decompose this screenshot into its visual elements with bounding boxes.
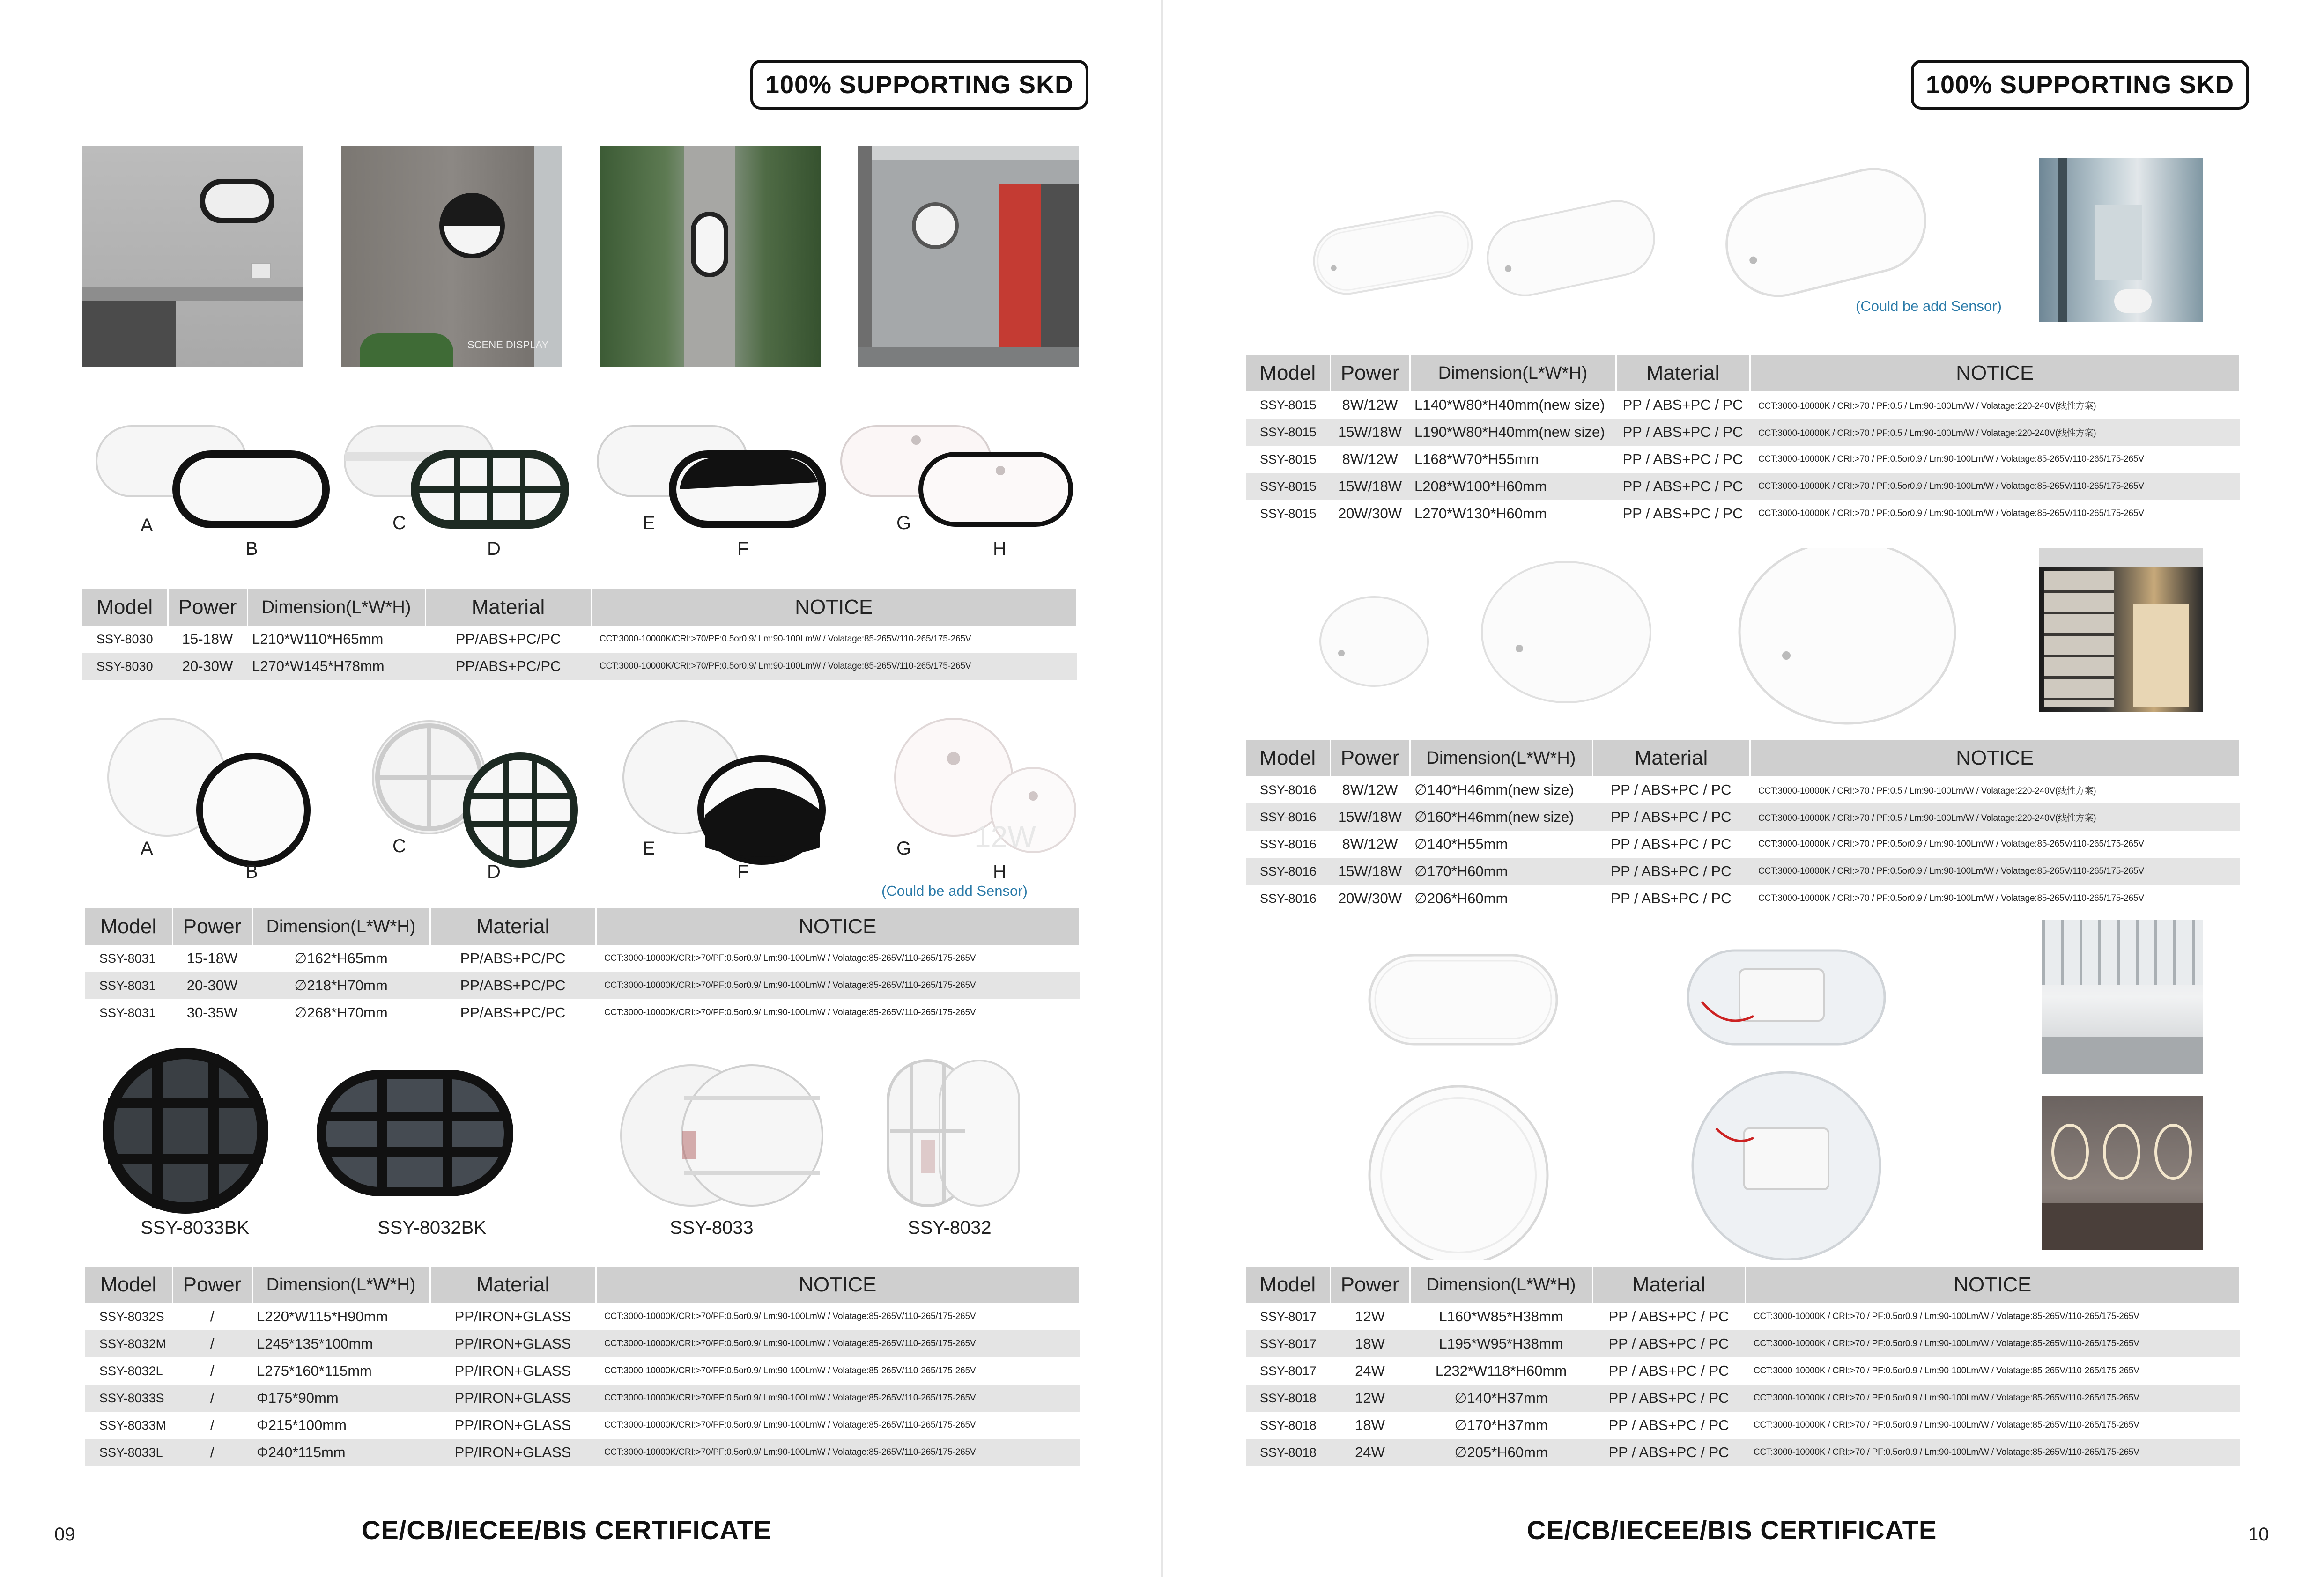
header-notice: NOTICE	[591, 589, 1077, 626]
table-row	[1246, 1385, 2240, 1412]
cell-model: SSY-8016	[1246, 858, 1330, 885]
scene-photo-bathroom	[2042, 1096, 2203, 1250]
header-material: Material	[1616, 355, 1750, 391]
cell-model: SSY-8030	[82, 653, 168, 680]
cell-notice: CCT:3000-10000K/CRI:>70/PF:0.5or0.9/ Lm:90-100LmW / Volatage:85-265V/110-265/175-265V	[591, 653, 1077, 680]
cell-model: SSY-8032S	[99, 1309, 164, 1324]
header-notice: NOTICE	[1745, 1267, 2240, 1303]
cell-material: PP/IRON+GLASS	[454, 1363, 571, 1379]
cell-model: SSY-8018	[1246, 1385, 1330, 1412]
round-letter-h: H	[993, 862, 1007, 882]
header-power: Power	[1330, 740, 1410, 776]
cell-power: 12W	[1355, 1308, 1385, 1325]
cell-notice: CCT:3000-10000K / CRI:>70 / PF:0.5or0.9 / Lm:90-100Lm/W / Volatage:85-265V/110-265/175-265V	[1750, 858, 2240, 885]
cell-material: PP/IRON+GLASS	[430, 1385, 596, 1412]
cell-power: 20W/30W	[1338, 505, 1402, 522]
scene-photo-bamboo	[600, 146, 821, 367]
cell-dimension: L168*W70*H55mm	[1414, 451, 1539, 467]
cell-power: 20W/30W	[1338, 890, 1402, 906]
cell-notice: CCT:3000-10000K/CRI:>70/PF:0.5or0.9/ Lm:90-100LmW / Volatage:85-265V/110-265/175-265V	[604, 1312, 976, 1321]
cell-notice: CCT:3000-10000K/CRI:>70/PF:0.5or0.9/ Lm:90-100LmW / Volatage:85-265V/110-265/175-265V	[604, 1366, 976, 1376]
cell-material: PP/ABS+PC/PC	[430, 972, 596, 999]
cell-material: PP / ABS+PC / PC	[1592, 803, 1750, 831]
cell-notice: CCT:3000-10000K / CRI:>70 / PF:0.5or0.9 / Lm:90-100Lm/W / Volatage:85-265V/110-265/175-265V	[1758, 839, 2144, 849]
oval-letter-c: C	[392, 513, 406, 533]
table-row	[82, 626, 1077, 653]
cell-power: /	[172, 1439, 252, 1466]
cell-material: PP/ABS+PC/PC	[460, 1004, 566, 1021]
cell-model: SSY-8015	[1260, 452, 1317, 466]
cell-power: /	[210, 1308, 215, 1325]
table-header	[1246, 355, 2240, 391]
table-row	[85, 1385, 1080, 1412]
oval-letter-f: F	[737, 538, 749, 559]
round-letter-e: E	[643, 838, 655, 859]
cell-material: PP/ABS+PC/PC	[425, 653, 591, 680]
spec-table-8016	[1246, 740, 2241, 912]
table-row	[1246, 1439, 2240, 1466]
cell-dimension: ∅218*H70mm	[252, 972, 430, 999]
cell-notice: CCT:3000-10000K / CRI:>70 / PF:0.5or0.9 / Lm:90-100Lm/W / Volatage:85-265V/110-265/175-265V	[1745, 1439, 2240, 1466]
product-name-ssy-8033bk: SSY-8033BK	[141, 1217, 250, 1238]
round-letter-a: A	[141, 838, 153, 859]
product-name-ssy-8033: SSY-8033	[670, 1217, 754, 1238]
cell-model: SSY-8030	[96, 632, 153, 646]
table-row	[1246, 776, 2240, 803]
cell-material: PP / ABS+PC / PC	[1608, 1363, 1729, 1379]
cell-model: SSY-8031	[85, 972, 172, 999]
header-material: Material	[430, 908, 596, 945]
cell-material: PP / ABS+PC / PC	[1622, 451, 1743, 467]
cell-notice: CCT:3000-10000K / CRI:>70 / PF:0.5or0.9 / Lm:90-100Lm/W / Volatage:85-265V/110-265/175-265V	[1758, 508, 2144, 518]
table-row	[1246, 885, 2240, 912]
cell-dimension: L208*W100*H60mm	[1410, 473, 1616, 500]
scene-display-label: SCENE DISPLAY	[467, 339, 549, 351]
cell-notice: CCT:3000-10000K/CRI:>70/PF:0.5or0.9/ Lm:90-100LmW / Volatage:85-265V/110-265/175-265V	[604, 1420, 976, 1430]
cell-notice: CCT:3000-10000K/CRI:>70/PF:0.5or0.9/ Lm:90-100LmW / Volatage:85-265V/110-265/175-265V	[600, 634, 971, 644]
cell-material: PP / ABS+PC / PC	[1592, 1330, 1745, 1357]
scene-photo-doorway	[858, 146, 1079, 367]
cell-model: SSY-8016	[1260, 782, 1317, 797]
cell-dimension: ∅140*H55mm	[1414, 836, 1508, 852]
oval-letter-d: D	[487, 538, 501, 559]
scene-photo-balcony	[2039, 158, 2203, 322]
cell-notice: CCT:3000-10000K / CRI:>70 / PF:0.5or0.9 / Lm:90-100Lm/W / Volatage:85-265V/110-265/175-265V	[1758, 454, 2144, 464]
cell-dimension: L220*W115*H90mm	[257, 1308, 388, 1325]
cell-notice: CCT:3000-10000K/CRI:>70/PF:0.5or0.9/ Lm:90-100LmW / Volatage:85-265V/110-265/175-265V	[596, 1330, 1080, 1357]
cell-power: 20-30W	[168, 653, 247, 680]
cell-model: SSY-8032M	[85, 1330, 172, 1357]
skd-badge: 100% SUPPORTING SKD	[750, 60, 1088, 110]
product-name-ssy-8032: SSY-8032	[908, 1217, 992, 1238]
cell-material: PP / ABS+PC / PC	[1611, 781, 1732, 798]
cell-power: 15W/18W	[1330, 473, 1410, 500]
cell-notice: CCT:3000-10000K/CRI:>70/PF:0.5or0.9/ Lm:90-100LmW / Volatage:85-265V/110-265/175-265V	[604, 953, 976, 963]
cell-power: 18W	[1330, 1330, 1410, 1357]
cell-power: /	[172, 1330, 252, 1357]
oval-letter-e: E	[643, 513, 655, 533]
table-row	[1246, 803, 2240, 831]
cell-notice: CCT:3000-10000K / CRI:>70 / PF:0.5or0.9 / Lm:90-100Lm/W / Volatage:85-265V/110-265/175-265V	[1758, 893, 2144, 903]
cell-power: 24W	[1330, 1439, 1410, 1466]
header-notice: NOTICE	[1750, 740, 2240, 776]
cell-material: PP / ABS+PC / PC	[1616, 473, 1750, 500]
spec-table-8015	[1246, 355, 2241, 527]
table-row	[1246, 391, 2240, 419]
cell-material: PP / ABS+PC / PC	[1608, 1308, 1729, 1325]
table-row	[85, 1357, 1080, 1385]
header-model: Model	[85, 908, 172, 945]
scene-photo-warehouse	[2042, 920, 2203, 1074]
cell-dimension: L275*160*115mm	[257, 1363, 372, 1379]
cell-model: SSY-8018	[1246, 1439, 1330, 1466]
cell-notice: CCT:3000-10000K / CRI:>70 / PF:0.5or0.9 / Lm:90-100Lm/W / Volatage:85-265V/110-265/175-265V	[1754, 1366, 2139, 1376]
cell-dimension: L210*W110*H65mm	[252, 631, 384, 647]
table-header	[1246, 740, 2240, 776]
table-header	[1246, 1267, 2240, 1303]
header-power: Power	[1330, 355, 1410, 391]
cell-dimension: Φ215*100mm	[257, 1417, 347, 1433]
cell-model: SSY-8015	[1260, 398, 1317, 412]
cell-dimension: L232*W118*H60mm	[1435, 1363, 1567, 1379]
cell-power: 8W/12W	[1342, 836, 1398, 852]
cell-material: PP / ABS+PC / PC	[1622, 505, 1743, 522]
cell-dimension: L140*W80*H40mm(new size)	[1414, 397, 1605, 413]
cell-power: 12W	[1330, 1385, 1410, 1412]
header-notice: NOTICE	[596, 908, 1080, 945]
table-row	[1246, 473, 2240, 500]
header-material: Material	[1592, 740, 1750, 776]
cell-notice: CCT:3000-10000K / CRI:>70 / PF:0.5 / Lm:90-100Lm/W / Volatage:220-240V(线性方案)	[1758, 401, 2096, 411]
oval-letter-h: H	[993, 538, 1007, 559]
cell-model: SSY-8017	[1260, 1309, 1317, 1324]
table-row	[85, 972, 1080, 999]
cell-power: 15W/18W	[1330, 803, 1410, 831]
table-header	[85, 1267, 1080, 1303]
spec-table-8017-8018	[1246, 1267, 2241, 1466]
table-row	[1246, 500, 2240, 527]
cell-notice: CCT:3000-10000K / CRI:>70 / PF:0.5 / Lm:90-100Lm/W / Volatage:220-240V(线性方案)	[1758, 786, 2096, 796]
header-model: Model	[82, 589, 168, 626]
cell-dimension: L195*W95*H38mm	[1410, 1330, 1592, 1357]
table-row	[85, 1330, 1080, 1357]
left-page	[0, 0, 1161, 1577]
cell-notice: CCT:3000-10000K/CRI:>70/PF:0.5or0.9/ Lm:90-100LmW / Volatage:85-265V/110-265/175-265V	[596, 972, 1080, 999]
header-dimension: Dimension(L*W*H)	[252, 1267, 430, 1303]
table-row	[1246, 1303, 2240, 1330]
cell-material: PP / ABS+PC / PC	[1608, 1417, 1729, 1433]
header-notice: NOTICE	[1750, 355, 2240, 391]
cell-material: PP/IRON+GLASS	[430, 1330, 596, 1357]
skd-badge: 100% SUPPORTING SKD	[1911, 60, 2249, 110]
table-row	[1246, 831, 2240, 858]
cell-material: PP / ABS+PC / PC	[1592, 1385, 1745, 1412]
cell-model: SSY-8018	[1260, 1418, 1317, 1432]
spec-table-8030	[82, 589, 1077, 680]
cell-model: SSY-8016	[1246, 803, 1330, 831]
round-lamps-illustration	[82, 707, 1089, 880]
cell-dimension: ∅268*H70mm	[294, 1004, 388, 1021]
cell-dimension: ∅206*H60mm	[1414, 890, 1508, 906]
header-model: Model	[1246, 355, 1330, 391]
spec-table-8032-8033	[85, 1267, 1080, 1466]
cell-dimension: L160*W85*H38mm	[1439, 1308, 1563, 1325]
cell-dimension: ∅205*H60mm	[1410, 1439, 1592, 1466]
table-row	[85, 1439, 1080, 1466]
table-row	[85, 999, 1080, 1026]
table-header	[85, 908, 1080, 945]
cell-notice: CCT:3000-10000K / CRI:>70 / PF:0.5 / Lm:90-100Lm/W / Volatage:220-240V(线性方案)	[1750, 419, 2240, 446]
table-row	[1246, 1330, 2240, 1357]
cell-dimension: Φ240*115mm	[252, 1439, 430, 1466]
scene-photo-shopfront	[2039, 548, 2203, 712]
header-dimension: Dimension(L*W*H)	[252, 908, 430, 945]
cell-notice: CCT:3000-10000K / CRI:>70 / PF:0.5 / Lm:90-100Lm/W / Volatage:220-240V(线性方案)	[1750, 803, 2240, 831]
header-power: Power	[172, 1267, 252, 1303]
cell-model: SSY-8033M	[99, 1418, 167, 1432]
cell-material: PP/IRON+GLASS	[454, 1417, 571, 1433]
cell-power: /	[210, 1363, 215, 1379]
cell-power: 15-18W	[182, 631, 233, 647]
certificate-footer-left: CE/CB/IECEE/BIS CERTIFICATE	[362, 1515, 772, 1545]
cell-dimension: ∅160*H46mm(new size)	[1410, 803, 1592, 831]
cell-model: SSY-8031	[99, 951, 156, 965]
header-dimension: Dimension(L*W*H)	[1410, 355, 1616, 391]
cell-dimension: L270*W145*H78mm	[247, 653, 425, 680]
cell-power: 15W/18W	[1330, 858, 1410, 885]
cell-material: PP / ABS+PC / PC	[1592, 1439, 1745, 1466]
cell-dimension: ∅140*H46mm(new size)	[1414, 781, 1574, 798]
cell-dimension: L245*135*100mm	[252, 1330, 430, 1357]
table-header	[82, 589, 1077, 626]
oval-lamps-illustration	[82, 412, 1089, 562]
oval-letter-a: A	[141, 515, 153, 536]
header-material: Material	[430, 1267, 596, 1303]
cell-model: SSY-8016	[1260, 837, 1317, 851]
product-name-ssy-8032bk: SSY-8032BK	[377, 1217, 487, 1238]
cell-dimension: ∅140*H37mm	[1410, 1385, 1592, 1412]
cell-notice: CCT:3000-10000K/CRI:>70/PF:0.5or0.9/ Lm:90-100LmW / Volatage:85-265V/110-265/175-265V	[596, 1439, 1080, 1466]
cell-notice: CCT:3000-10000K / CRI:>70 / PF:0.5or0.9 / Lm:90-100Lm/W / Volatage:85-265V/110-265/175-265V	[1745, 1330, 2240, 1357]
header-material: Material	[425, 589, 591, 626]
table-row	[85, 1412, 1080, 1439]
table-row	[1246, 1357, 2240, 1385]
cell-model: SSY-8031	[99, 1005, 156, 1020]
table-row	[1246, 446, 2240, 473]
table-row	[1246, 858, 2240, 885]
header-power: Power	[1330, 1267, 1410, 1303]
cell-dimension: ∅170*H37mm	[1454, 1417, 1548, 1433]
table-row	[82, 653, 1077, 680]
cell-power: /	[172, 1385, 252, 1412]
cell-notice: CCT:3000-10000K / CRI:>70 / PF:0.5or0.9 / Lm:90-100Lm/W / Volatage:85-265V/110-265/175-265V	[1754, 1312, 2139, 1321]
cell-model: SSY-8015	[1246, 473, 1330, 500]
round-letter-g: G	[896, 838, 911, 859]
cell-notice: CCT:3000-10000K / CRI:>70 / PF:0.5or0.9 / Lm:90-100Lm/W / Volatage:85-265V/110-265/175-265V	[1745, 1385, 2240, 1412]
cell-power: 15-18W	[186, 950, 238, 966]
page-number-left: 09	[54, 1524, 75, 1545]
cell-material: PP / ABS+PC / PC	[1611, 836, 1732, 852]
cell-power: /	[210, 1417, 215, 1433]
round-letter-c: C	[392, 836, 406, 856]
oval-letter-b: B	[245, 538, 258, 559]
cell-dimension: L270*W130*H60mm	[1414, 505, 1547, 522]
cell-material: PP / ABS+PC / PC	[1611, 890, 1732, 906]
cell-dimension: ∅170*H60mm	[1410, 858, 1592, 885]
spec-table-8031	[85, 908, 1080, 1026]
cell-material: PP/ABS+PC/PC	[455, 631, 561, 647]
cell-power: 18W	[1355, 1417, 1385, 1433]
cell-power: 8W/12W	[1342, 781, 1398, 798]
cell-notice: CCT:3000-10000K/CRI:>70/PF:0.5or0.9/ Lm:90-100LmW / Volatage:85-265V/110-265/175-265V	[596, 1385, 1080, 1412]
sensor-note-8015: (Could be add Sensor)	[1856, 298, 2002, 314]
cell-model: SSY-8033L	[85, 1439, 172, 1466]
sensor-note: (Could be add Sensor)	[881, 883, 1028, 899]
header-material: Material	[1592, 1267, 1745, 1303]
header-dimension: Dimension(L*W*H)	[247, 589, 425, 626]
cell-power: 24W	[1355, 1363, 1385, 1379]
cell-power: 8W/12W	[1342, 397, 1398, 413]
header-dimension: Dimension(L*W*H)	[1410, 1267, 1592, 1303]
cell-model: SSY-8033S	[85, 1385, 172, 1412]
cell-dimension: L190*W80*H40mm(new size)	[1410, 419, 1616, 446]
right-page	[1163, 0, 2324, 1577]
table-row	[85, 945, 1080, 972]
watermark-12w: 12W	[974, 820, 1036, 854]
table-row	[1246, 1412, 2240, 1439]
cell-material: PP / ABS+PC / PC	[1622, 397, 1743, 413]
header-model: Model	[1246, 1267, 1330, 1303]
certificate-footer-right: CE/CB/IECEE/BIS CERTIFICATE	[1527, 1515, 1937, 1545]
cell-notice: CCT:3000-10000K/CRI:>70/PF:0.5or0.9/ Lm:90-100LmW / Volatage:85-265V/110-265/175-265V	[604, 1008, 976, 1017]
header-model: Model	[85, 1267, 172, 1303]
header-model: Model	[1246, 740, 1330, 776]
header-notice: NOTICE	[596, 1267, 1080, 1303]
round-letter-b: B	[245, 862, 258, 882]
header-power: Power	[172, 908, 252, 945]
bulkhead-lamps-illustration	[82, 1037, 1089, 1215]
header-power: Power	[168, 589, 247, 626]
cell-model: SSY-8017	[1260, 1363, 1317, 1378]
header-dimension: Dimension(L*W*H)	[1410, 740, 1592, 776]
cell-model: SSY-8032L	[99, 1363, 163, 1378]
round-letter-d: D	[487, 862, 501, 882]
cell-power: 8W/12W	[1342, 451, 1398, 467]
cell-power: 30-35W	[186, 1004, 238, 1021]
cell-notice: CCT:3000-10000K / CRI:>70 / PF:0.5or0.9 / Lm:90-100Lm/W / Volatage:85-265V/110-265/175-265V	[1750, 473, 2240, 500]
cell-material: PP/IRON+GLASS	[454, 1308, 571, 1325]
cell-material: PP/ABS+PC/PC	[460, 950, 566, 966]
cell-power: 20-30W	[172, 972, 252, 999]
cell-model: SSY-8015	[1246, 419, 1330, 446]
round-letter-f: F	[737, 862, 749, 882]
table-row	[85, 1303, 1080, 1330]
cell-material: PP/IRON+GLASS	[430, 1439, 596, 1466]
oval-letter-g: G	[896, 513, 911, 533]
cell-material: PP / ABS+PC / PC	[1592, 858, 1750, 885]
cell-model: SSY-8017	[1246, 1330, 1330, 1357]
cell-notice: CCT:3000-10000K / CRI:>70 / PF:0.5or0.9 / Lm:90-100Lm/W / Volatage:85-265V/110-265/175-265V	[1754, 1420, 2139, 1430]
scene-photo-bedroom	[82, 146, 303, 367]
scene-photo-wall	[341, 146, 562, 367]
cell-power: 15W/18W	[1330, 419, 1410, 446]
cell-dimension: ∅162*H65mm	[294, 950, 388, 966]
cell-model: SSY-8016	[1260, 891, 1317, 906]
page-number-right: 10	[2248, 1524, 2269, 1545]
cell-dimension: Φ175*90mm	[252, 1385, 430, 1412]
cell-material: PP / ABS+PC / PC	[1616, 419, 1750, 446]
table-row	[1246, 419, 2240, 446]
cell-model: SSY-8015	[1260, 506, 1317, 521]
